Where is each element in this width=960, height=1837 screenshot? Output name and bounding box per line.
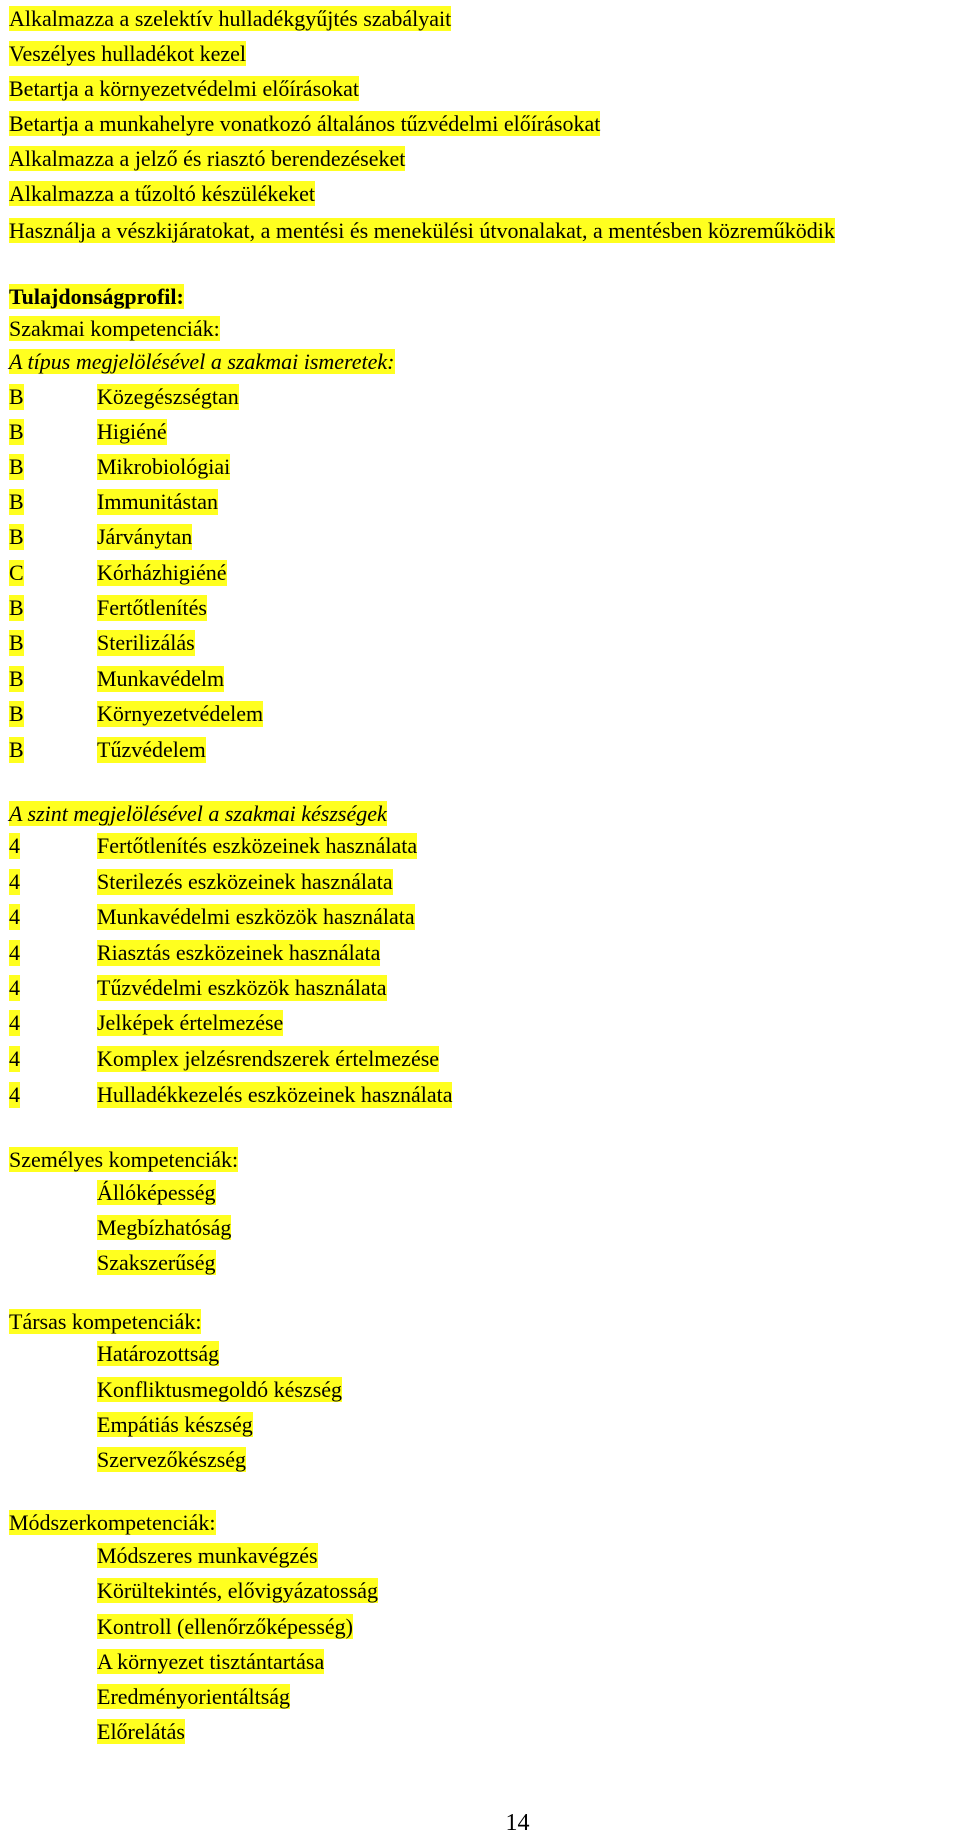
personal-heading-text: Személyes kompetenciák: [9,1147,239,1172]
knowledge-label: Sterilizálás [97,630,195,655]
personal-item [97,1180,216,1206]
social-item-text: Szervezőkészség [97,1447,247,1472]
intro-text: Veszélyes hulladékot kezel [9,41,247,66]
social-item [97,1377,342,1403]
skills-heading-text: A szint megjelölésével a szakmai készségek [9,801,387,826]
knowledge-code: B [9,384,24,409]
skill-label: Sterilezés eszközeinek használata [97,869,393,894]
knowledge-code: C [9,560,24,585]
knowledge-label: Higiéné [97,419,167,444]
personal-heading [9,1147,238,1173]
knowledge-heading [9,349,395,375]
knowledge-code: B [9,666,24,691]
personal-item [97,1215,231,1241]
method-item [97,1578,378,1604]
intro-line [9,218,835,244]
professional-heading [9,316,220,342]
method-item-text: Előrelátás [97,1719,185,1744]
skill-level: 4 [9,833,20,858]
intro-text: Alkalmazza a szelektív hulladékgyűjtés szabályait [9,6,452,31]
professional-heading-text: Szakmai kompetenciák: [9,316,220,341]
knowledge-label: Kórházhigiéné [97,560,227,585]
knowledge-code: B [9,701,24,726]
skill-label: Jelképek értelmezése [97,1010,284,1035]
intro-line [9,181,315,207]
knowledge-code: B [9,630,24,655]
knowledge-code: B [9,419,24,444]
social-item [97,1412,253,1438]
knowledge-label: Közegészségtan [97,384,239,409]
knowledge-label: Tűzvédelem [97,737,206,762]
intro-line [9,6,451,32]
knowledge-label: Munkavédelm [97,666,225,691]
knowledge-heading-text: A típus megjelölésével a szakmai ismeretek: [9,349,395,374]
personal-item [97,1250,216,1276]
skill-level: 4 [9,940,20,965]
skill-label: Tűzvédelmi eszközök használata [97,975,387,1000]
intro-line [9,111,600,137]
intro-line [9,41,246,67]
intro-text: Alkalmazza a tűzoltó készülékeket [9,181,316,206]
knowledge-code: B [9,524,24,549]
skill-label: Fertőtlenítés eszközeinek használata [97,833,418,858]
social-item-text: Empátiás készség [97,1412,253,1437]
skill-label: Komplex jelzésrendszerek értelmezése [97,1046,440,1071]
method-item-text: Eredményorientáltság [97,1684,291,1709]
knowledge-code: B [9,454,24,479]
skill-label: Munkavédelmi eszközök használata [97,904,415,929]
skills-heading [9,801,387,827]
personal-item-text: Állóképesség [97,1180,216,1205]
intro-text: Betartja a környezetvédelmi előírásokat [9,76,360,101]
method-item-text: Kontroll (ellenőrzőképesség) [97,1614,353,1639]
skill-level: 4 [9,975,20,1000]
knowledge-label: Immunitástan [97,489,218,514]
profile-heading-text: Tulajdonságprofil: [9,284,184,309]
intro-text: Betartja a munkahelyre vonatkozó általános tűzvédelmi előírásokat [9,111,601,136]
profile-heading [9,284,184,310]
social-heading [9,1309,201,1335]
page-number: 14 [505,1810,530,1836]
skill-label: Riasztás eszközeinek használata [97,940,381,965]
skill-level: 4 [9,904,20,929]
intro-text: Használja a vészkijáratokat, a mentési és menekülési útvonalakat, a mentésben közreműködik [9,218,835,243]
knowledge-code: B [9,595,24,620]
skill-label: Hulladékkezelés eszközeinek használata [97,1082,453,1107]
method-item [97,1684,290,1710]
method-item [97,1543,318,1569]
knowledge-label: Járványtan [97,524,193,549]
skill-level: 4 [9,1082,20,1107]
personal-item-text: Szakszerűség [97,1250,216,1275]
social-item-text: Konfliktusmegoldó készség [97,1377,343,1402]
method-item-text: Körültekintés, elővigyázatosság [97,1578,379,1603]
method-item [97,1614,353,1640]
social-item-text: Határozottság [97,1341,220,1366]
method-heading-text: Módszerkompetenciák: [9,1510,216,1535]
skill-level: 4 [9,1010,20,1035]
skill-level: 4 [9,1046,20,1071]
intro-text: Alkalmazza a jelző és riasztó berendezéseket [9,146,406,171]
personal-item-text: Megbízhatóság [97,1215,232,1240]
social-item [97,1447,246,1473]
intro-line [9,76,359,102]
social-heading-text: Társas kompetenciák: [9,1309,202,1334]
social-item [97,1341,219,1367]
knowledge-label: Mikrobiológiai [97,454,231,479]
intro-line [9,146,405,172]
skill-level: 4 [9,869,20,894]
method-heading [9,1510,216,1536]
knowledge-label: Környezetvédelem [97,701,264,726]
knowledge-label: Fertőtlenítés [97,595,207,620]
knowledge-code: B [9,489,24,514]
method-item [97,1719,185,1745]
method-item-text: Módszeres munkavégzés [97,1543,318,1568]
method-item [97,1649,324,1675]
knowledge-code: B [9,737,24,762]
method-item-text: A környezet tisztántartása [97,1649,325,1674]
